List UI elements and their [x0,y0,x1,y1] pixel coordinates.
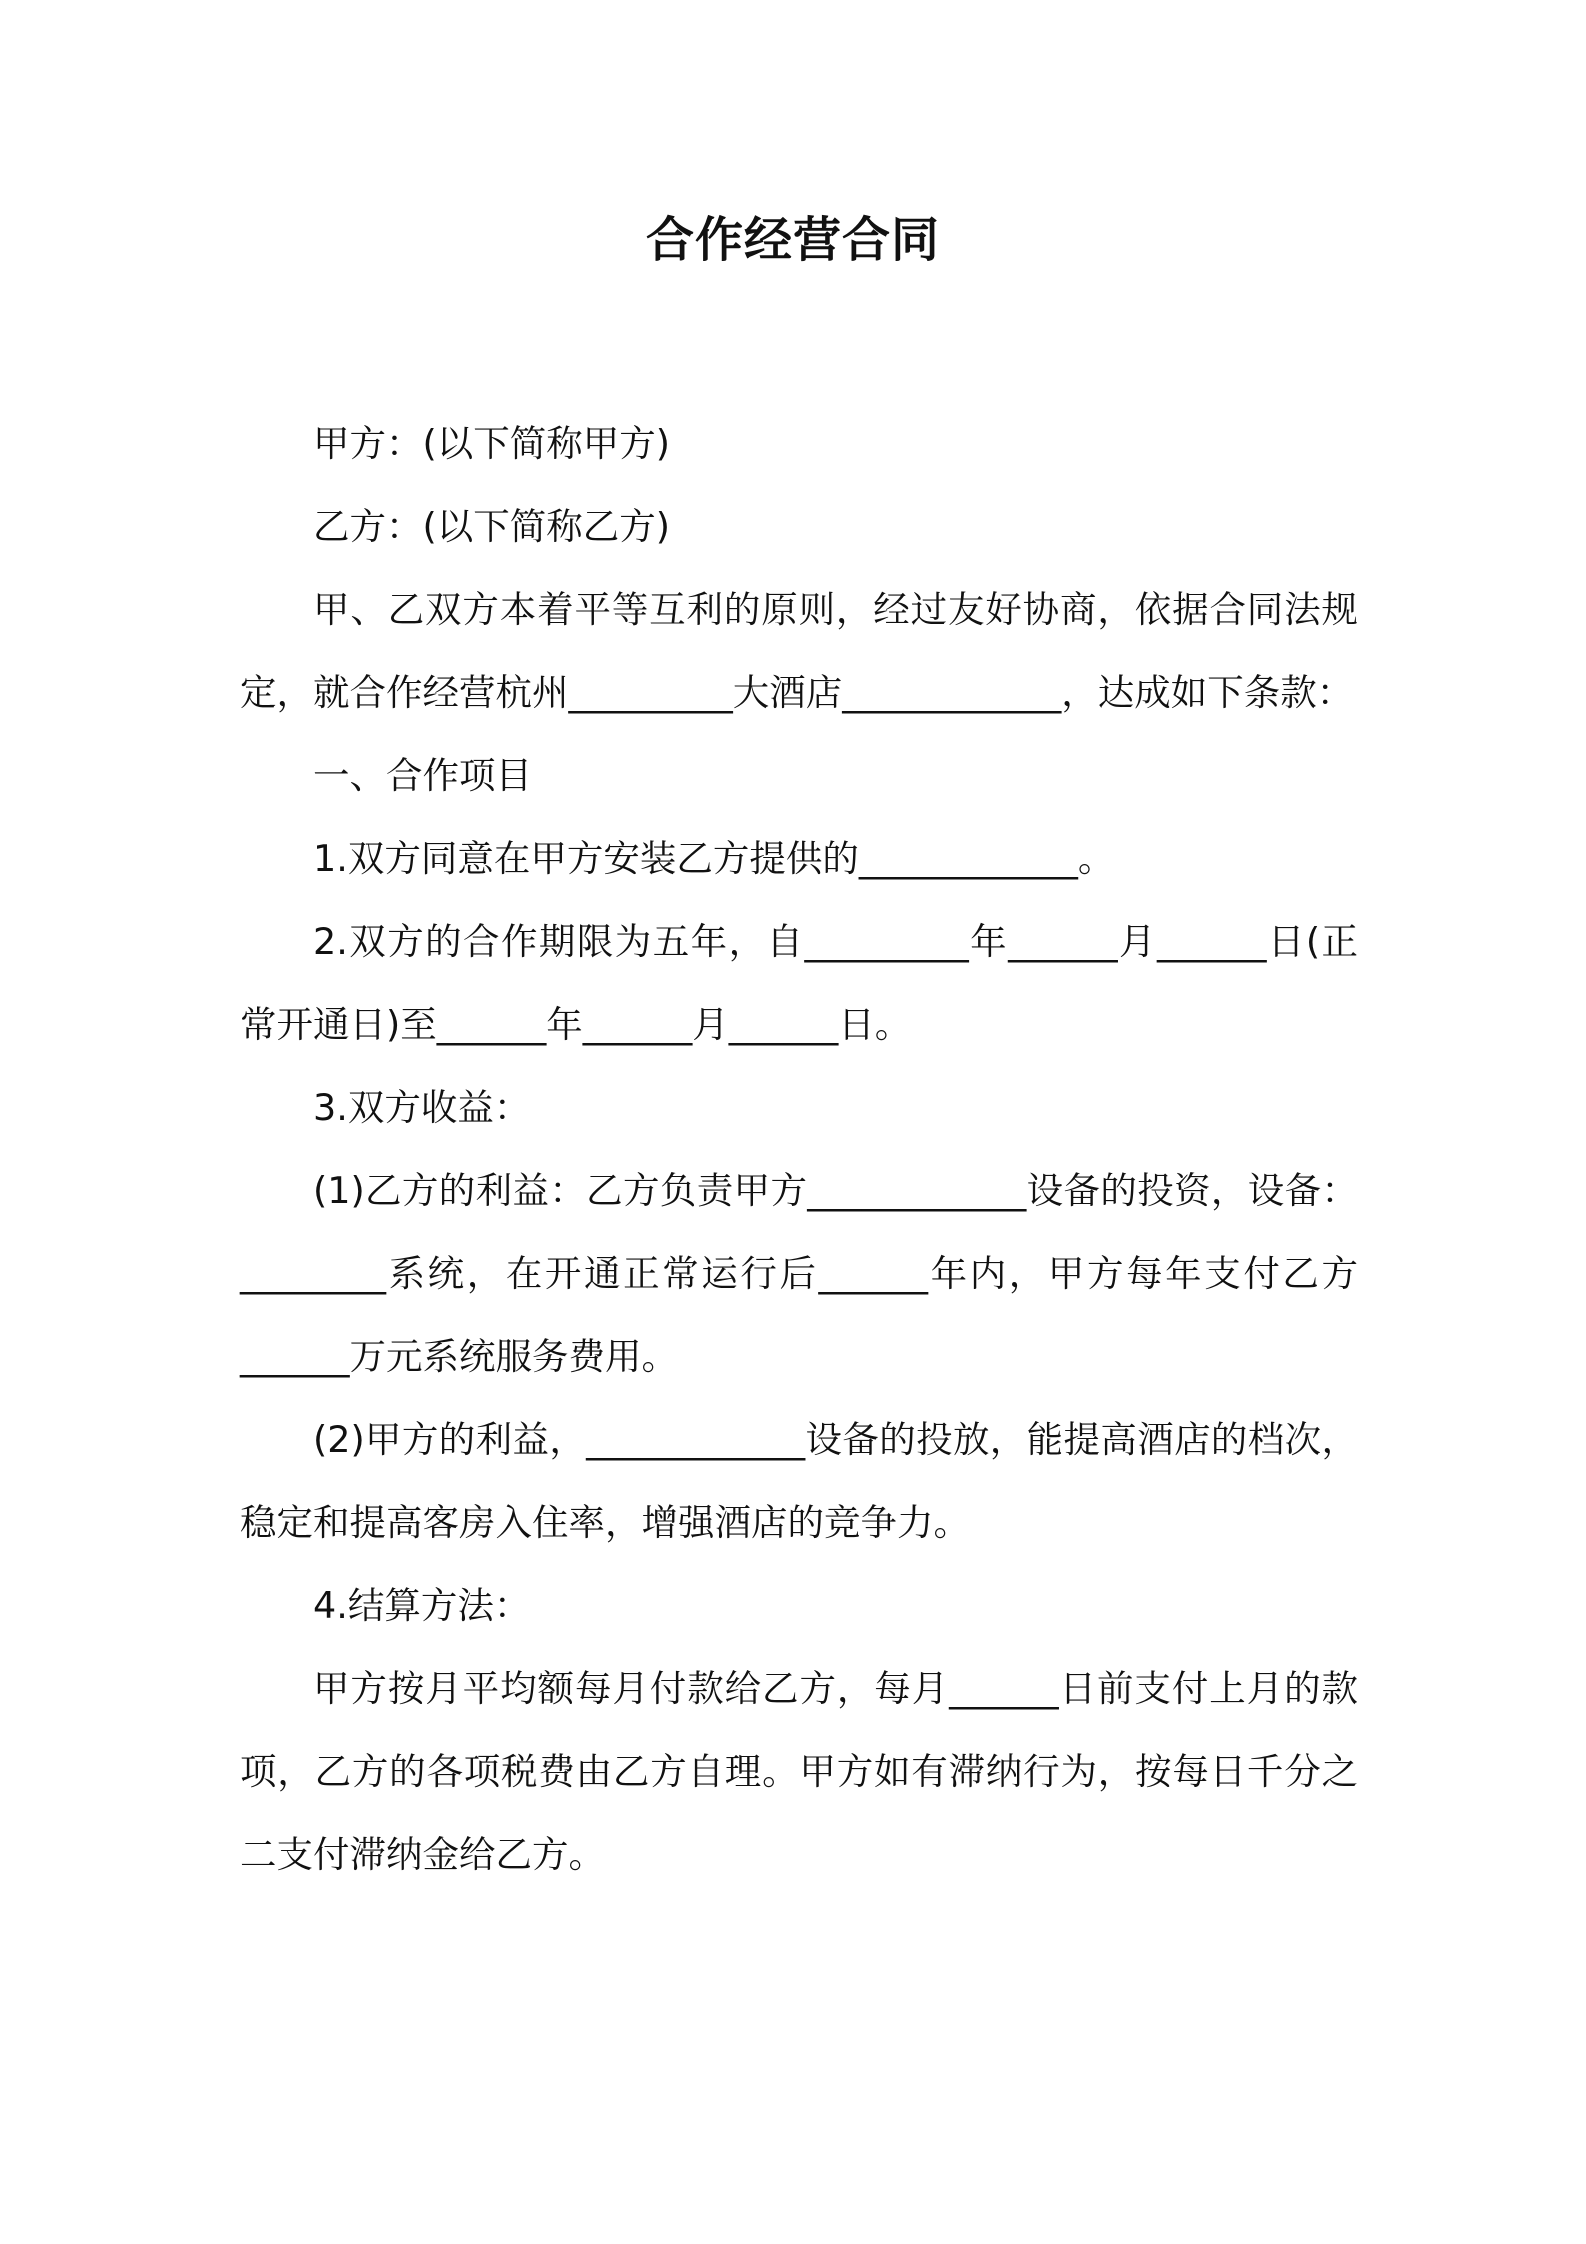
section-heading-cooperation-project: 一、合作项目 [313,754,532,797]
document-body [240,402,1358,1896]
party-b-line: 乙方：(以下简称乙方) [313,505,670,548]
clause-3-1: (1)乙方的利益：乙方负责甲方____________设备的投资，设备：________系统，在开通正常运行后______年内，甲方每年支付乙方______万元系统服务费用。 [240,1169,1358,1378]
document-title: 合作经营合同 [645,212,940,268]
party-a-line: 甲方：(以下简称甲方) [313,422,670,465]
clause-3-2: (2)甲方的利益，____________设备的投放，能提高酒店的档次，稳定和提高客房入住率，增强酒店的竞争力。 [240,1418,1358,1544]
clause-4-heading: 4.结算方法： [313,1584,531,1627]
preamble-paragraph: 甲、乙双方本着平等互利的原则，经过友好协商，依据合同法规定，就合作经营杭州_________大酒店____________，达成如下条款： [240,588,1358,714]
clause-4-body: 甲方按月平均额每月付款给乙方，每月______日前支付上月的款项，乙方的各项税费由乙方自理。甲方如有滞纳行为，按每日千分之二支付滞纳金给乙方。 [240,1667,1358,1876]
clause-2: 2.双方的合作期限为五年，自_________年______月______日(正常开通日)至______年______月______日。 [240,920,1358,1046]
clause-1: 1.双方同意在甲方安装乙方提供的____________。 [313,837,1115,880]
clause-3-heading: 3.双方收益： [313,1086,531,1129]
